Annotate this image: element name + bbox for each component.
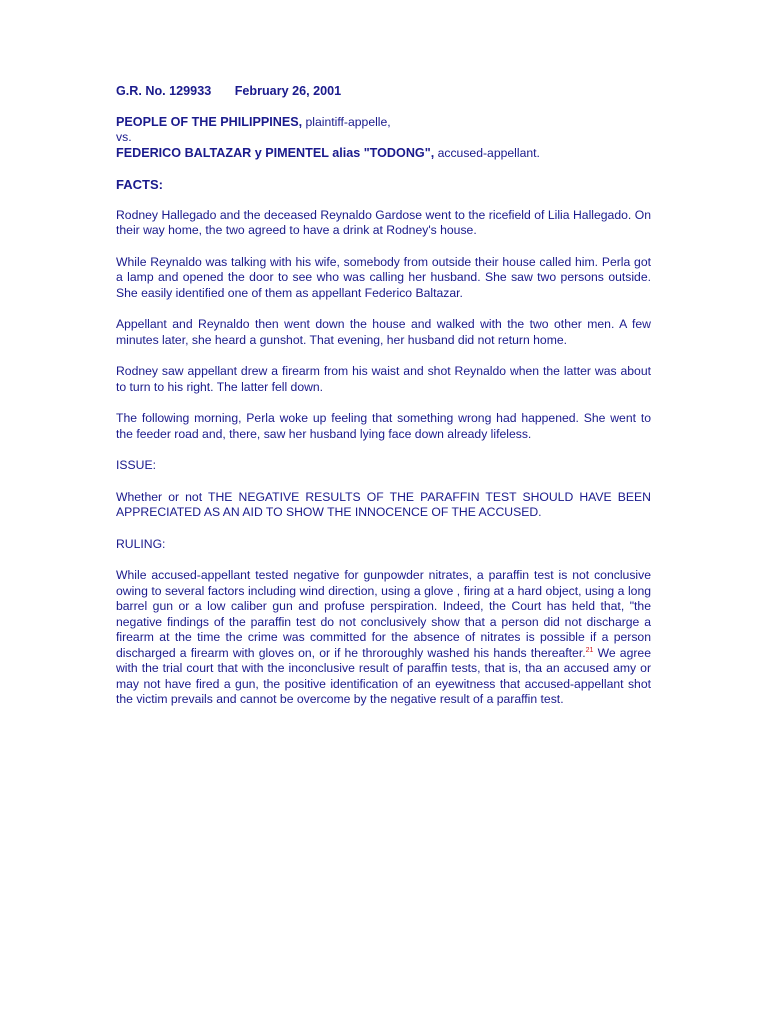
footnote-marker[interactable]: 21 bbox=[585, 646, 594, 654]
ruling-text bbox=[116, 568, 651, 708]
plaintiff-role: plaintiff-appelle, bbox=[305, 114, 391, 129]
issue-text: Whether or not THE NEGATIVE RESULTS OF THE PARAFFIN TEST SHOULD HAVE BEEN APPRECIATED AS AN AID TO SHOW THE INNOCENCE OF THE ACCUSED. bbox=[116, 489, 651, 519]
document-page bbox=[116, 84, 651, 708]
case-date: February 26, 2001 bbox=[234, 84, 342, 98]
facts-paragraph: The following morning, Perla woke up feeling that something wrong had happened. She went to the feeder road and, there, saw her husband lying face down already lifeless. bbox=[116, 411, 651, 441]
versus-line: vs. bbox=[116, 130, 132, 144]
facts-heading: FACTS: bbox=[116, 177, 163, 192]
accused-role: accused-appellant. bbox=[437, 145, 540, 160]
facts-paragraph: While Reynaldo was talking with his wife, somebody from outside their house called him. Perla got a lamp and opened the door to see who was calling her husband. She saw two persons outside. She easily identified one of them as appellant Federico Baltazar. bbox=[116, 254, 651, 300]
case-heading bbox=[116, 84, 651, 100]
issue-heading: ISSUE: bbox=[116, 458, 156, 472]
plaintiff-name: PEOPLE OF THE PHILIPPINES, bbox=[116, 114, 303, 129]
facts-paragraph: Appellant and Reynaldo then went down the house and walked with the two other men. A few minutes later, she heard a gunshot. That evening, her husband did not return home. bbox=[116, 317, 651, 347]
accused-line bbox=[116, 146, 651, 162]
accused-name: FEDERICO BALTAZAR y PIMENTEL alias "TODONG", bbox=[116, 145, 435, 160]
ruling-text-after: We agree with the trial court that with the inconclusive result of paraffin tests, that is, tha an accused amy or may not have fired a gun, the positive identification of an eyewitness that accused-appellant shot the victim prevails and cannot be overcome by the negative result of a paraffin test. bbox=[116, 645, 651, 706]
facts-paragraph: Rodney Hallegado and the deceased Reynaldo Gardose went to the ricefield of Lilia Hallegado. On their way home, the two agreed to have a drink at Rodney's house. bbox=[116, 207, 651, 237]
case-parties bbox=[116, 115, 651, 162]
plaintiff-line bbox=[116, 115, 651, 131]
ruling-text-before: While accused-appellant tested negative for gunpowder nitrates, a paraffin test is not conclusive owing to several factors including wind direction, using a glove , firing at a hard object, using a long barrel gun or a low caliber gun and profuse perspiration. Indeed, the Court has held that, "the negative findings of the paraffin test do not conclusively show that a person did not discharge a firearm at the time the crime was committed for the absence of nitrates is possible if a person discharged a firearm with gloves on, or if he throroughly washed his hands thereafter. bbox=[116, 568, 651, 660]
ruling-heading: RULING: bbox=[116, 536, 166, 551]
case-number: G.R. No. 129933 bbox=[116, 84, 212, 98]
facts-paragraph: Rodney saw appellant drew a firearm from his waist and shot Reynaldo when the latter was about to turn to his right. The latter fell down. bbox=[116, 364, 651, 394]
